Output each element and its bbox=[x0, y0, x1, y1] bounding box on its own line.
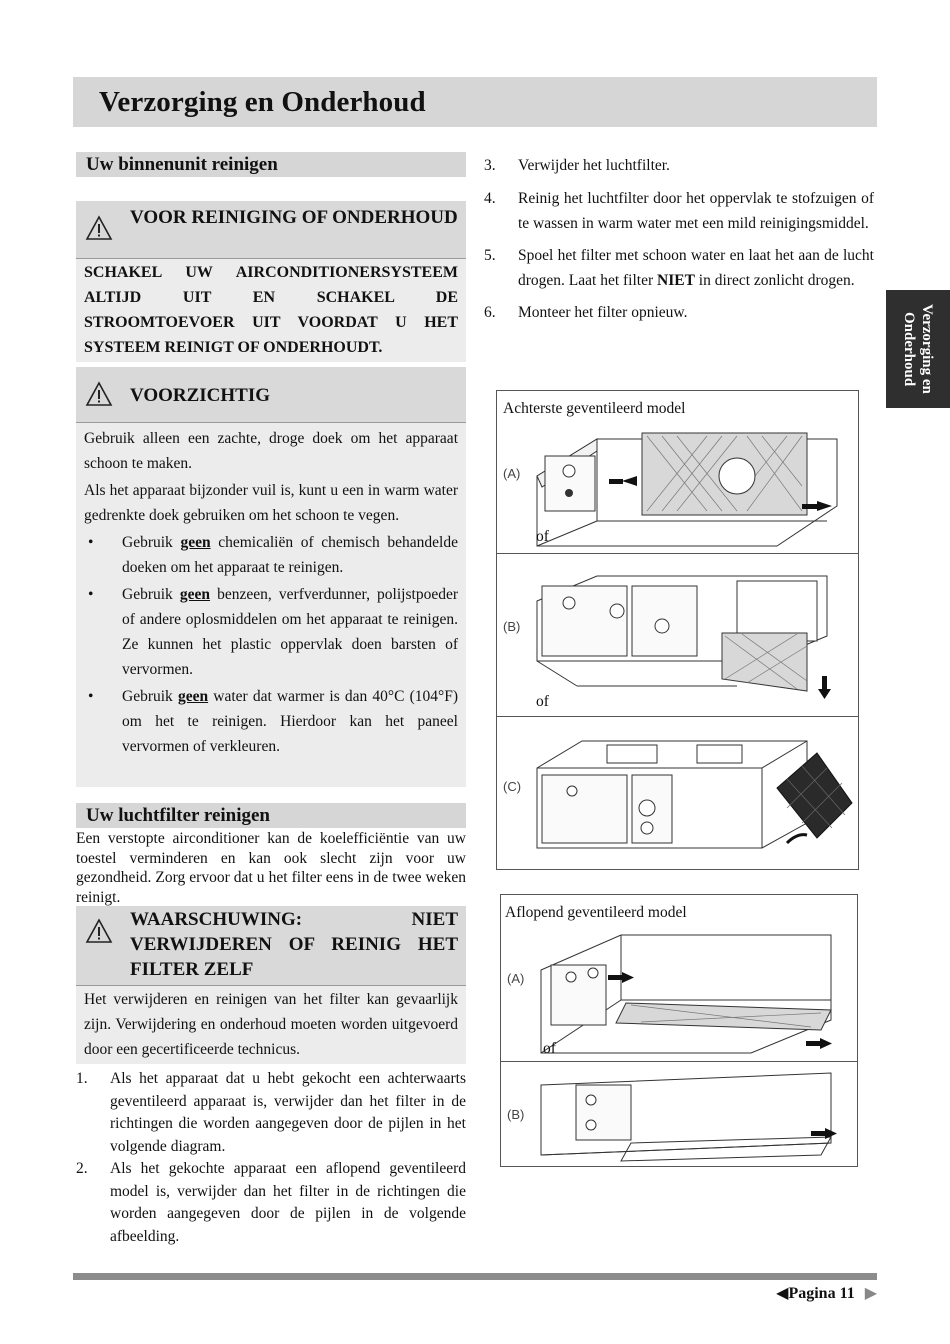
unit-illustration-a bbox=[501, 925, 857, 1059]
figure-rear-ventilated bbox=[496, 390, 859, 870]
unit-illustration-a bbox=[497, 421, 858, 551]
caution-paragraph: Gebruik alleen een zachte, droge doek om het apparaat schoon te maken. bbox=[84, 430, 458, 472]
step-item: 4. Reinig het luchtfilter door het oppervlak te stofzuigen of te wassen in warm water met een mild reinigingsmiddel. bbox=[484, 190, 874, 232]
steps-left bbox=[76, 1068, 466, 1248]
panel-label: (C) bbox=[503, 779, 522, 794]
figure-title: Aflopend geventileerd model bbox=[505, 904, 687, 921]
or-label: of bbox=[543, 1040, 556, 1057]
side-tab: Verzorging en Onderhoud bbox=[886, 290, 950, 408]
figure-downward-ventilated bbox=[500, 894, 858, 1167]
warning-triangle-icon bbox=[85, 918, 113, 944]
warning-head-filter bbox=[76, 906, 466, 986]
caution-bullet: • Gebruik geen chemicaliën of chemisch behandelde doeken om het apparaat te reinigen. bbox=[88, 534, 458, 576]
caution-body bbox=[76, 423, 466, 787]
warning-triangle-icon bbox=[85, 381, 113, 407]
steps-right bbox=[484, 153, 874, 325]
next-page-icon[interactable]: ▶ bbox=[864, 1285, 877, 1302]
unit-illustration-b bbox=[501, 1065, 857, 1165]
title-bar bbox=[73, 77, 877, 127]
step-item: 5. Spoel het filter met schoon water en laat het aan de lucht drogen. Laat het filter NIET in direct zonlicht drogen. bbox=[484, 247, 874, 289]
or-label: of bbox=[536, 693, 549, 710]
warning-triangle-icon bbox=[85, 215, 113, 241]
prev-page-icon[interactable]: ◀ bbox=[776, 1285, 789, 1302]
warning-body-filter: Het verwijderen en reinigen van het filter kan gevaarlijk zijn. Verwijdering en onderhoud moeten worden uitgevoerd door een gecertificeerde technicus. bbox=[76, 986, 466, 1064]
section-heading-binnenunit: Uw binnenunit reinigen bbox=[76, 152, 466, 177]
caution-title: VOORZICHTIG bbox=[130, 385, 271, 406]
warning-title: VOOR REINIGING OF ONDERHOUD bbox=[130, 207, 458, 228]
step-item: 3. Verwijder het luchtfilter. bbox=[484, 157, 670, 174]
panel-label: (A) bbox=[507, 971, 525, 986]
caution-paragraph: Als het apparaat bijzonder vuil is, kunt u een in warm water gedrenkte doek gebruiken om het schoon te vegen. bbox=[84, 482, 458, 524]
panel-label: (B) bbox=[503, 619, 521, 634]
page-number: ◀Pagina 11 ▶ bbox=[776, 1285, 877, 1302]
step-item: 2. Als het gekochte apparaat een aflopend geventileerd model is, verwijder dan het filter in de richtingen die worden aangegeven door de pijlen in de volgende afbeelding. bbox=[76, 1160, 466, 1245]
section-heading-luchtfilter: Uw luchtfilter reinigen bbox=[76, 803, 466, 828]
panel-label: (A) bbox=[503, 466, 521, 481]
unit-illustration-b bbox=[497, 561, 858, 711]
or-label: of bbox=[536, 528, 549, 545]
luchtfilter-intro: Een verstopte airconditioner kan de koelefficiëntie van uw toestel verminderen en kan ook slecht zijn voor uw gezondheid. Zorg ervoor dat u het filter eens in de twee weken reinigt. bbox=[76, 830, 466, 906]
warning-head-voor-reiniging bbox=[76, 201, 466, 259]
warning-body-voor-reiniging: SCHAKEL UW AIRCONDITIONERSYSTEEM ALTIJD UIT EN SCHAKEL DE STROOMTOEVOER UIT VOORDAT U HET SYSTEEM REINIGT OF ONDERHOUDT. bbox=[76, 259, 466, 362]
caution-head bbox=[76, 367, 466, 423]
footer-bar bbox=[73, 1273, 877, 1280]
caution-bullet: • Gebruik geen benzeen, verfverdunner, polijstpoeder of andere oplosmiddelen om het apparaat te reinigen. Ze kunnen het plastic oppervlak doen barsten of vervormen. bbox=[88, 586, 458, 678]
page-title: Verzorging en Onderhoud bbox=[99, 86, 426, 118]
caution-bullet: • Gebruik geen water dat warmer is dan 40°C (104°F) om het te reinigen. Hierdoor kan het paneel vervormen of verkleuren. bbox=[88, 688, 458, 755]
step-item: 1. Als het apparaat dat u hebt gekocht een achterwaarts geventileerd apparaat is, verwijder dan het filter in de richtingen die worden aangegeven door de pijlen in het volgende diagram. bbox=[76, 1070, 466, 1155]
panel-label: (B) bbox=[507, 1107, 525, 1122]
unit-illustration-c bbox=[497, 723, 858, 868]
warning-title: WAARSCHUWING: NIET VERWIJDEREN OF REINIG HET FILTER ZELF bbox=[130, 909, 458, 980]
figure-title: Achterste geventileerd model bbox=[503, 400, 686, 417]
step-item: 6. Monteer het filter opnieuw. bbox=[484, 304, 688, 321]
